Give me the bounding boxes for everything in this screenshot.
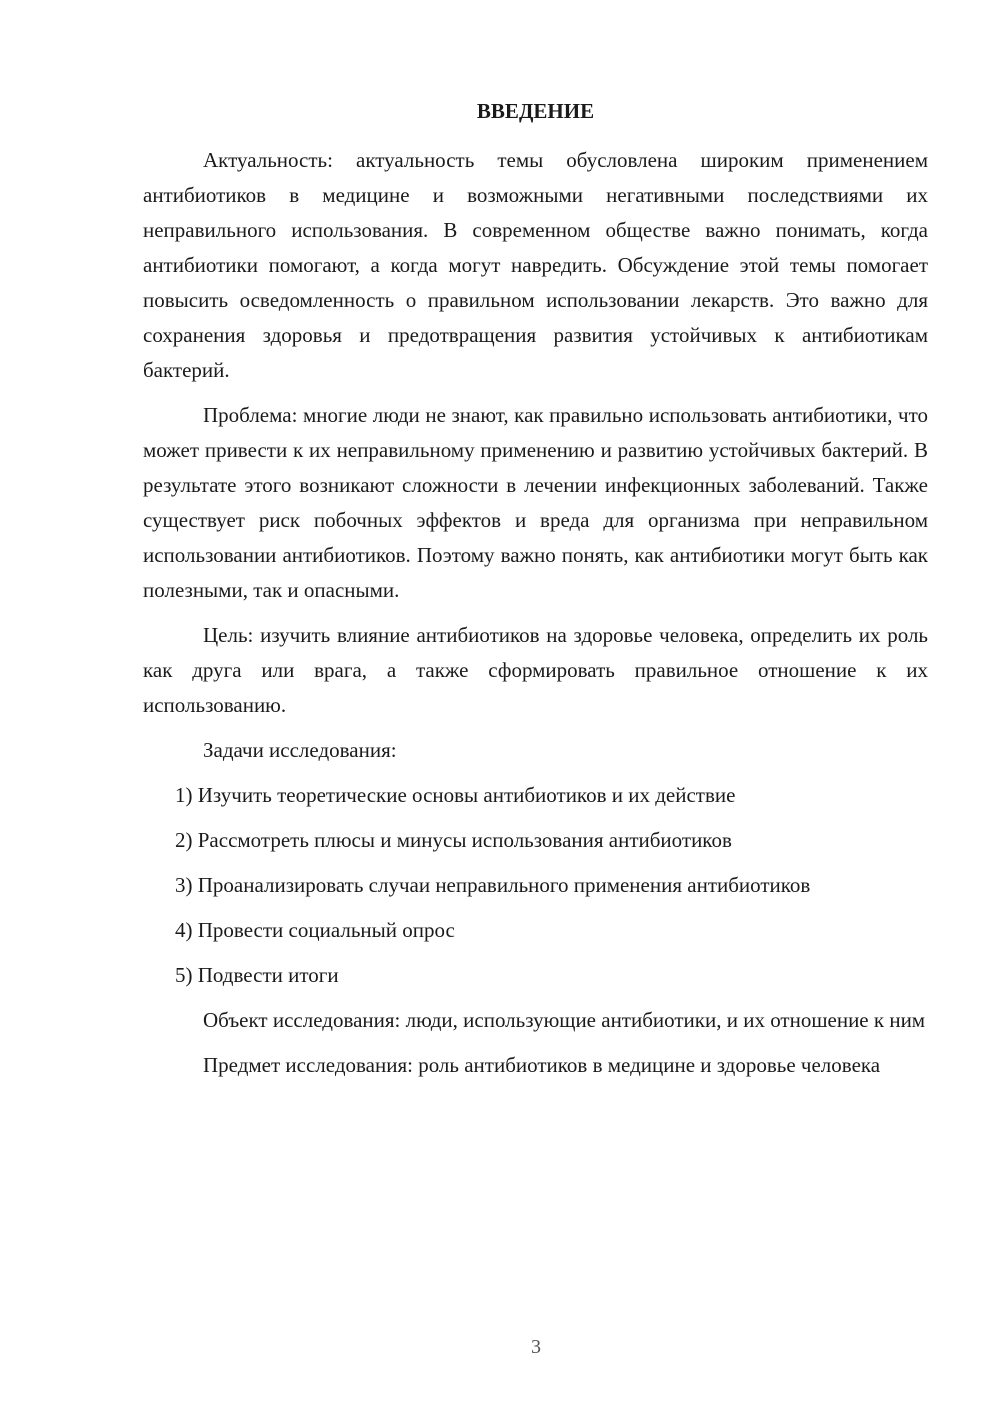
relevance-paragraph: Актуальность: актуальность темы обусловлена широким применением антибиотиков в медицине и возможными негативными последствиями их неправильного использования. В современном обществе важно понимать, когда антибиотики помогают, а когда могут навредить. Обсуждение этой темы помогает повысить осведомленность о правильном использовании лекарств. Это важно для сохранения здоровья и предотвращения развития устойчивых к антибиотикам бактерий.: [143, 148, 928, 382]
task-item-4: 4) Провести социальный опрос: [175, 918, 455, 942]
research-object-paragraph: Объект исследования: люди, использующие антибиотики, и их отношение к ним: [203, 1008, 926, 1032]
tasks-heading: Задачи исследования:: [203, 738, 397, 762]
page-title: ВВЕДЕНИЕ: [476, 99, 595, 123]
task-item-5: 5) Подвести итоги: [175, 963, 339, 987]
problem-paragraph: Проблема: многие люди не знают, как правильно использовать антибиотики, что может привести к их неправильному применению и развитию устойчивых бактерий. В результате этого возникают сложности в лечении инфекционных заболеваний. Также существует риск побочных эффектов и вреда для организма при неправильном использовании антибиотиков. Поэтому важно понять, как антибиотики могут быть как полезными, так и опасными.: [143, 403, 928, 602]
task-item-3: 3) Проанализировать случаи неправильного применения антибиотиков: [175, 873, 811, 897]
task-item-2: 2) Рассмотреть плюсы и минусы использования антибиотиков: [175, 828, 732, 852]
task-item-1: 1) Изучить теоретические основы антибиотиков и их действие: [175, 783, 736, 807]
goal-paragraph: Цель: изучить влияние антибиотиков на здоровье человека, определить их роль как друга или врага, а также сформировать правильное отношение к их использованию.: [143, 623, 928, 717]
document-body: [143, 143, 928, 1083]
page-number: 3: [531, 1336, 541, 1358]
research-subject-paragraph: Предмет исследования: роль антибиотиков в медицине и здоровье человека: [203, 1053, 881, 1077]
